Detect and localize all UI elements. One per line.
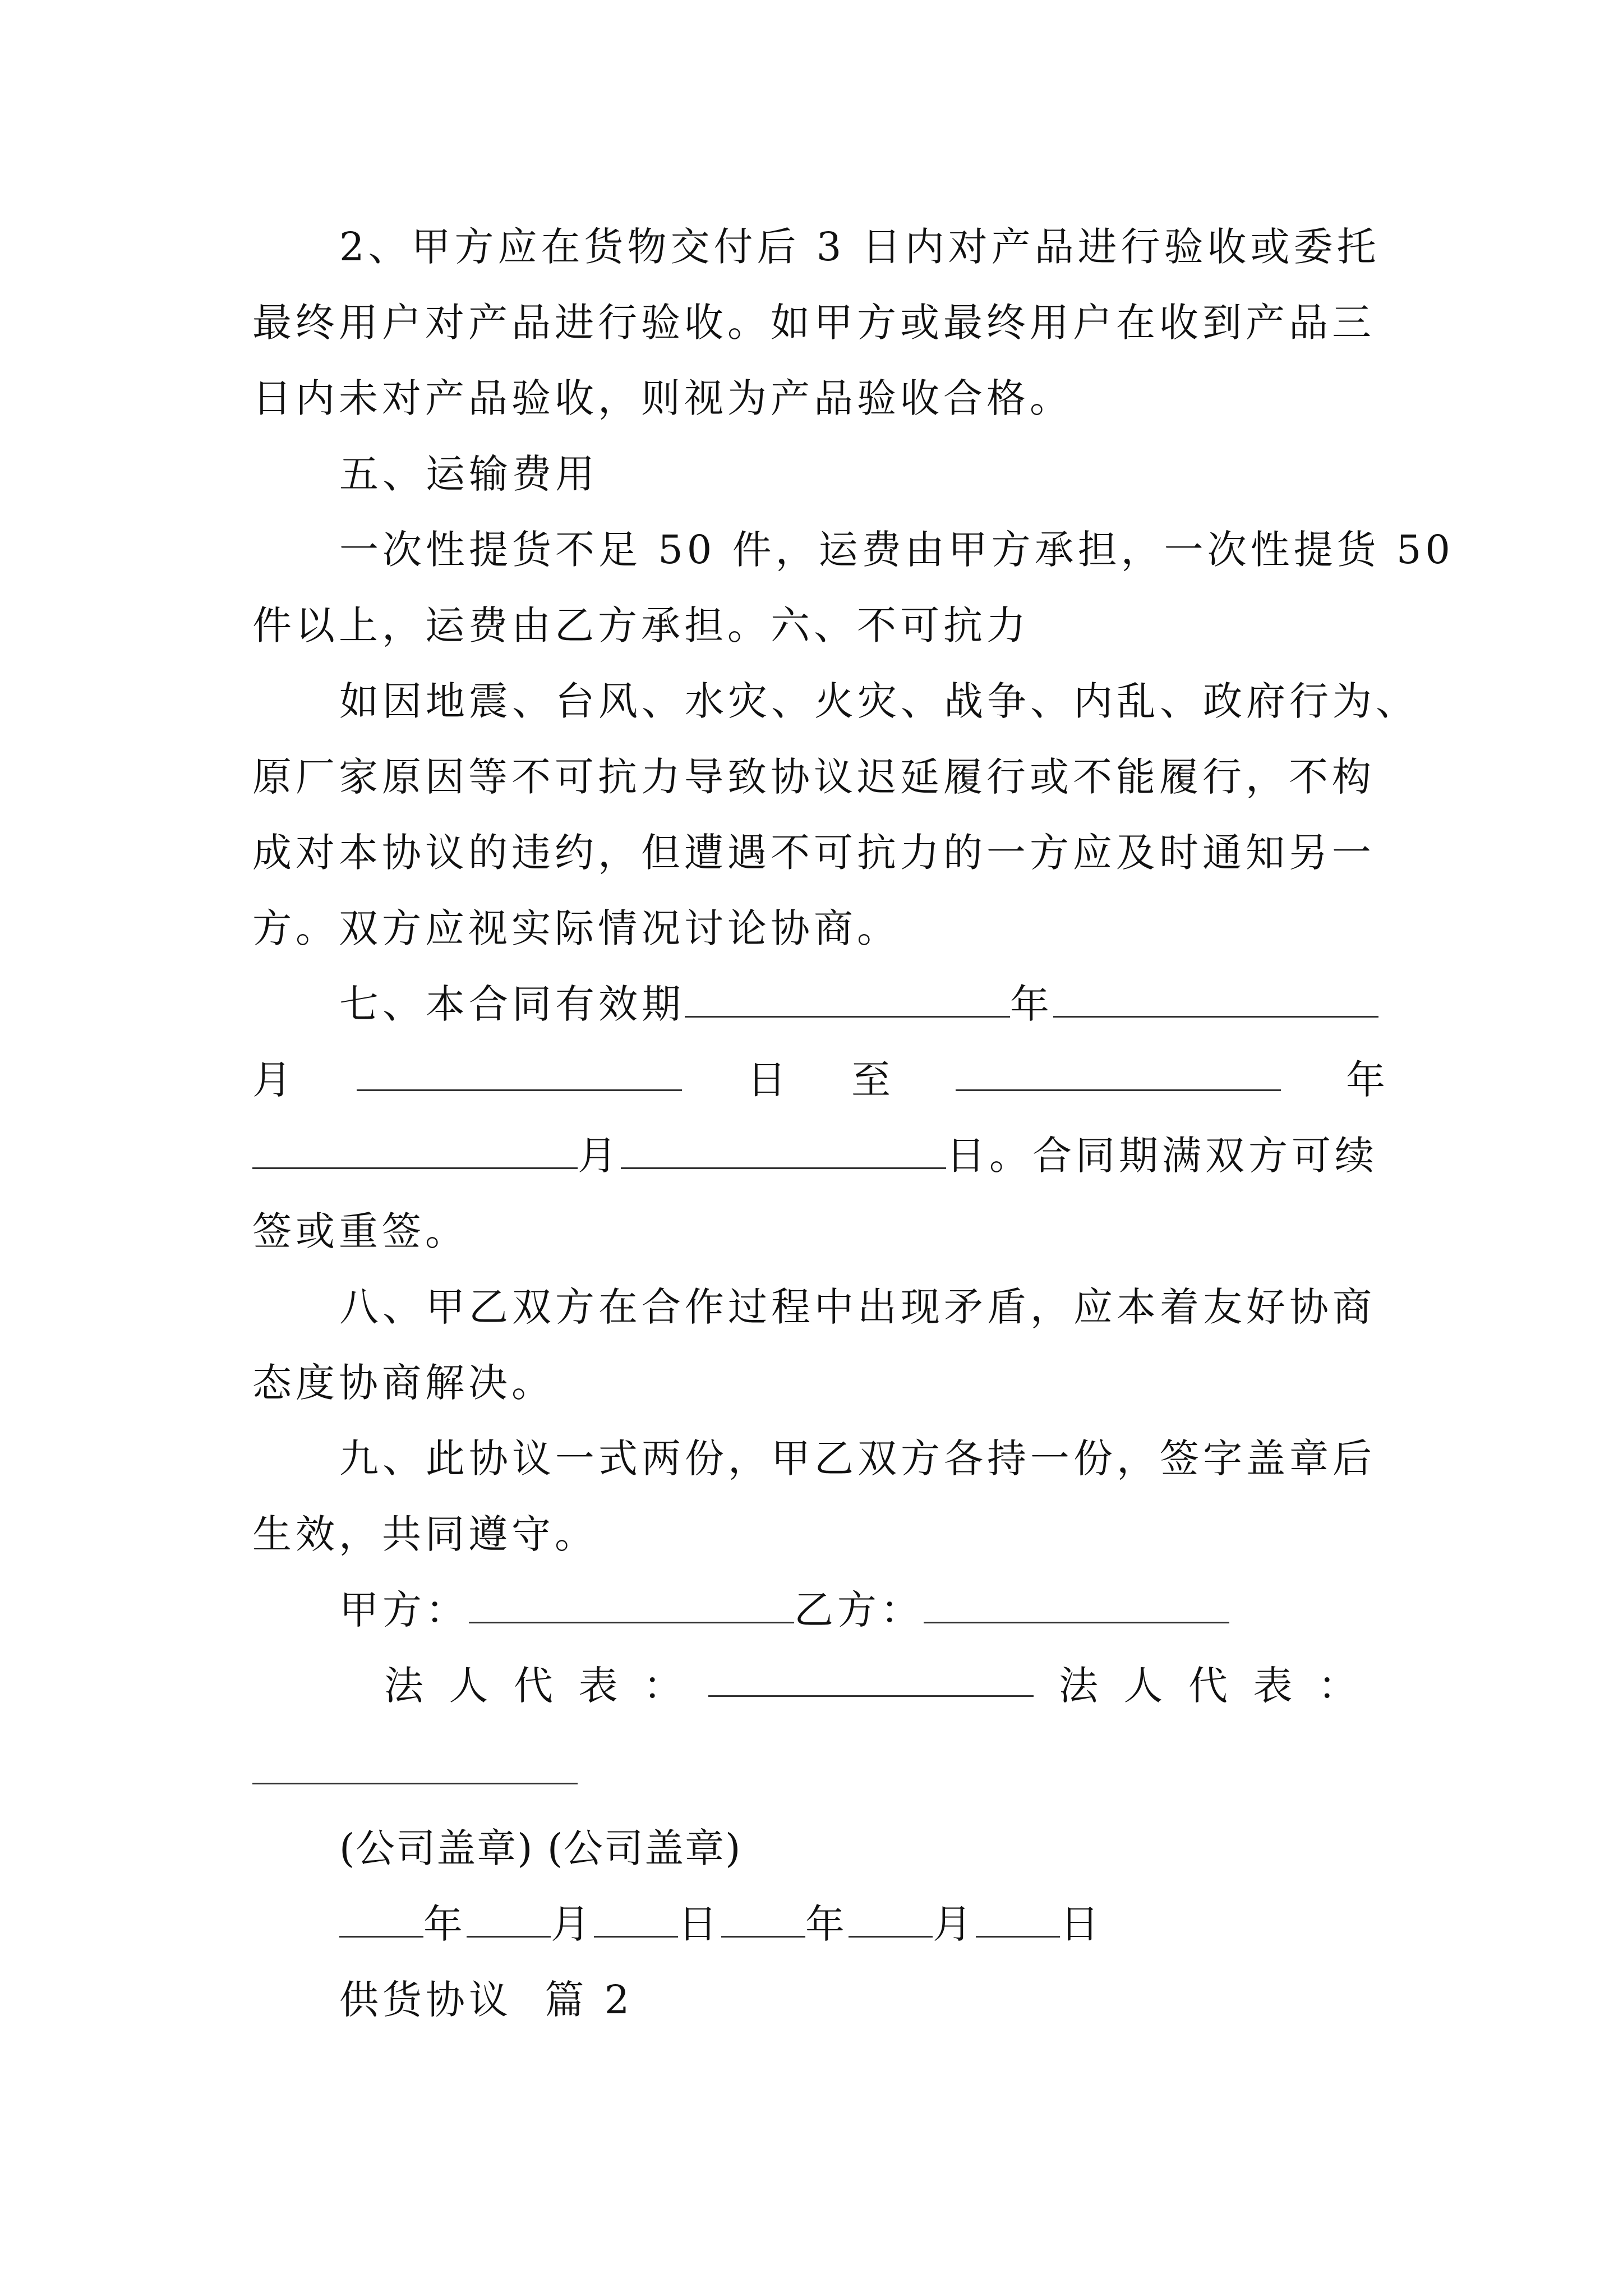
legal-rep-char: 表 (578, 1663, 618, 1709)
year-label: 年 (805, 1901, 849, 1947)
legal-rep-char: 人 (1123, 1663, 1163, 1709)
date-blank[interactable] (467, 1901, 551, 1938)
paragraph-line: 成对本协议的违约，但遭遇不可抗力的一方应及时通知另一 (252, 830, 1375, 876)
date-blank[interactable] (594, 1901, 678, 1938)
paragraph-line: 日内未对产品验收，则视为产品验收合格。 (252, 375, 1073, 421)
legal-rep-char: ： (1318, 1663, 1357, 1709)
paragraph-line: 生效，共同遵守。 (252, 1511, 598, 1557)
legal-rep-char: 代 (1188, 1663, 1228, 1709)
seal-line: (公司盖章) (公司盖章) (339, 1825, 742, 1871)
section-heading: 五、运输费用 (339, 451, 598, 497)
month-label: 月 (578, 1133, 621, 1179)
legal-rep-line (384, 1660, 1357, 1711)
day-label: 日 (678, 1901, 721, 1947)
year-label: 年 (423, 1901, 467, 1947)
validity-label: 七、本合同有效期 (339, 981, 685, 1027)
paragraph-line: 原厂家原因等不可抗力导致协议迟延履行或不能履行，不构 (252, 754, 1375, 800)
day-label: 日 (747, 1057, 786, 1103)
legal-rep-char: 法 (1059, 1663, 1098, 1709)
paragraph-line: 态度协商解决。 (252, 1360, 555, 1406)
party-a-label: 甲方： (339, 1587, 469, 1633)
parties-line (339, 1585, 1472, 1635)
date-blank[interactable] (976, 1901, 1060, 1938)
date-blank[interactable] (849, 1901, 933, 1938)
day-label: 日 (1060, 1901, 1103, 1947)
blank-field[interactable] (357, 1055, 682, 1091)
blank-field[interactable] (685, 981, 1010, 1018)
paragraph-line: 如因地震、台风、水灾、火灾、战争、内乱、政府行为、 (339, 678, 1419, 724)
month-label: 月 (252, 1057, 292, 1103)
date-blank[interactable] (721, 1901, 805, 1938)
party-b-field[interactable] (924, 1587, 1229, 1623)
month-label: 月 (551, 1901, 594, 1947)
legal-rep-char: 表 (1253, 1663, 1293, 1709)
validity-line-3 (252, 1130, 1385, 1181)
party-a-field[interactable] (469, 1587, 794, 1623)
validity-line-2 (252, 1055, 1385, 1105)
party-b-label: 乙方： (794, 1587, 924, 1633)
blank-field[interactable] (956, 1055, 1281, 1091)
legal-rep-char: 代 (514, 1663, 553, 1709)
validity-line-1 (339, 979, 1385, 1029)
paragraph-line: 九、此协议一式两份，甲乙双方各持一份，签字盖章后 (339, 1435, 1376, 1481)
paragraph-line: 方。双方应视实际情况讨论协商。 (252, 905, 900, 951)
paragraph-line: 签或重签。 (252, 1208, 468, 1254)
year-label: 年 (1010, 981, 1053, 1027)
blank-field[interactable] (1053, 981, 1378, 1018)
paragraph-line: 八、甲乙双方在合作过程中出现矛盾，应本着友好协商 (339, 1284, 1376, 1330)
to-label: 至 (851, 1057, 891, 1103)
validity-suffix: 日。合同期满双方可续 (946, 1133, 1378, 1179)
paragraph-line: 2、甲方应在货物交付后 3 日内对产品进行验收或委托 (339, 224, 1380, 270)
date-blank[interactable] (339, 1901, 423, 1938)
date-line (339, 1899, 1472, 1949)
blank-field[interactable] (621, 1133, 946, 1169)
paragraph-line: 最终用户对产品进行验收。如甲方或最终用户在收到产品三 (252, 300, 1375, 346)
legal-rep-a-field[interactable] (708, 1660, 1034, 1697)
legal-rep-char: 人 (449, 1663, 488, 1709)
paragraph-line: 一次性提货不足 50 件，运费由甲方承担，一次性提货 50 (339, 527, 1454, 573)
paragraph-line: 件以上，运费由乙方承担。六、不可抗力 (252, 602, 1030, 648)
legal-rep-char: ： (643, 1663, 683, 1709)
next-section-title: 供货协议 篇 2 (339, 1977, 634, 2023)
legal-rep-b-field[interactable] (252, 1783, 578, 1784)
legal-rep-char: 法 (384, 1663, 423, 1709)
blank-field[interactable] (252, 1133, 578, 1169)
year-label: 年 (1346, 1057, 1385, 1103)
month-label: 月 (933, 1901, 976, 1947)
